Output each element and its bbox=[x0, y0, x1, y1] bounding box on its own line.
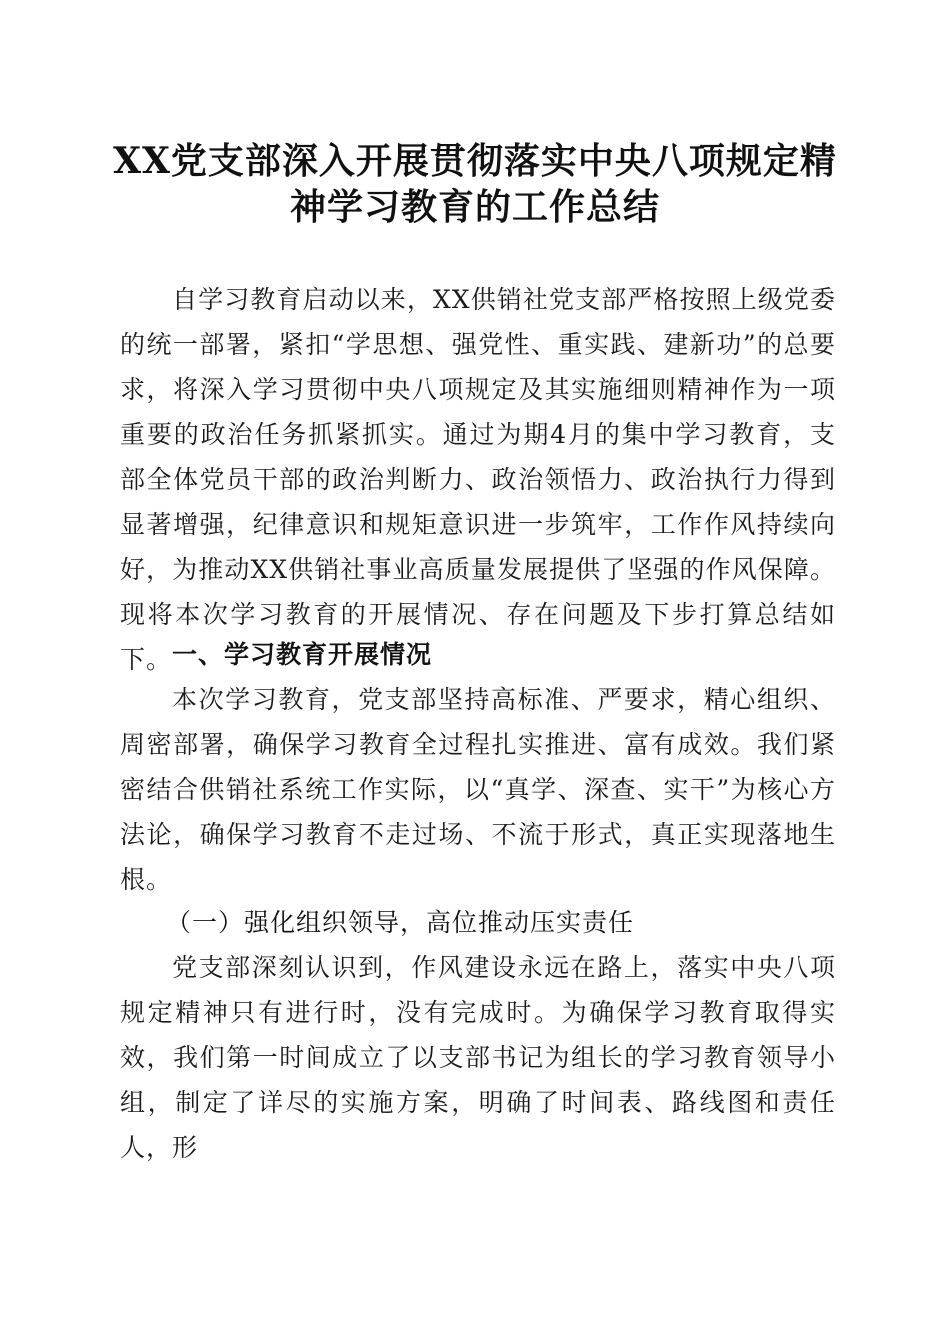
paragraph-section-1: 本次学习教育，党支部坚持高标准、严要求，精心组织、周密部署，确保学习教育全过程扎实推进、富有成效。我们紧密结合供销社系统工作实际，以“真学、深查、实干”为核心方法论，确保学习教育不走过场、不流于形式，真正实现落地生根。 bbox=[120, 685, 836, 894]
section-heading-1: 一、学习教育开展情况 bbox=[172, 640, 433, 669]
title-line-1: XX党支部深入开展贯彻落实中央八项规定精 bbox=[113, 140, 837, 182]
paragraph-subsection-1: 党支部深刻认识到，作风建设永远在路上，落实中央八项规定精神只有进行时，没有完成时。为确保学习教育取得实效，我们第一时间成立了以支部书记为组长的学习教育领导小组，制定了详尽的实施方案，明确了时间表、路线图和责任人，形 bbox=[120, 953, 836, 1162]
document-title bbox=[100, 138, 850, 230]
title-line-2: 神学习教育的工作总结 bbox=[289, 186, 660, 228]
paragraph-intro: 自学习教育启动以来，XX供销社党支部严格按照上级党委的统一部署，紧扣“学思想、强党性、重实践、建新功”的总要求，将深入学习贯彻中央八项规定及其实施细则精神作为一项重要的政治任务抓紧抓实。通过为期4月的集中学习教育，支部全体党员干部的政治判断力、政治领悟力、政治执行力得到显著增强，纪律意识和规矩意识进一步筑牢，工作作风持续向好，为推动XX供销社事业高质量发展提供了坚强的作风保障。现将本次学习教育的开展情况、存在问题及下步打算总结如下。 bbox=[120, 285, 836, 674]
subsection-heading-1: （一）强化组织领导，高位推动压实责任 bbox=[166, 908, 635, 937]
